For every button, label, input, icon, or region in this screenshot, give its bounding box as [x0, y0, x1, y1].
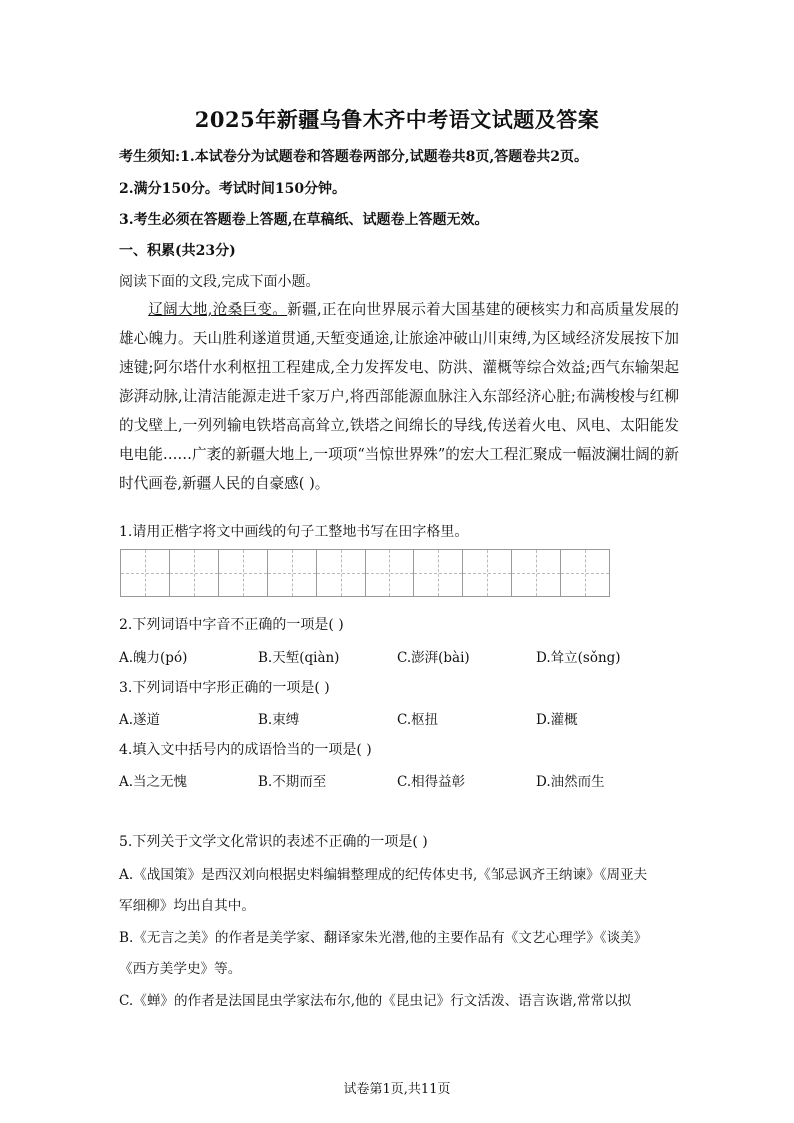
q3-option-c[interactable]: C.枢扭	[397, 712, 439, 728]
section-heading: 一、积累(共23分)	[119, 243, 236, 259]
grid-cell[interactable]	[170, 550, 219, 596]
grid-cell[interactable]	[219, 550, 268, 596]
grid-cell[interactable]	[512, 550, 561, 596]
reading-passage	[119, 295, 679, 498]
q3-option-a[interactable]: A.遂道	[119, 712, 161, 728]
q2-option-c[interactable]: C.澎湃(bài)	[397, 650, 470, 666]
question-5-stem: 5.下列关于文学文化常识的表述不正确的一项是( )	[119, 834, 428, 850]
notice-line-3: 3.考生必须在答题卷上答题,在草稿纸、试题卷上答题无效。	[119, 212, 489, 228]
q2-option-a[interactable]: A.魄力(pó)	[119, 650, 188, 666]
q4-option-b[interactable]: B.不期而至	[258, 774, 327, 790]
page-title: 2025年新疆乌鲁木齐中考语文试题及答案	[194, 107, 600, 132]
grid-cell[interactable]	[561, 550, 609, 596]
underlined-sentence: 辽阔大地,沧桑巨变。	[148, 301, 288, 318]
q3-option-b[interactable]: B.束缚	[258, 712, 300, 728]
grid-cell[interactable]	[268, 550, 317, 596]
q3-option-d[interactable]: D.灌概	[536, 712, 578, 728]
q4-option-c[interactable]: C.相得益彰	[397, 774, 466, 790]
q5-option-c-line-1[interactable]: C.《蝉》的作者是法国昆虫学家法布尔,他的《昆虫记》行文活泼、语言诙谐,常常以拟	[119, 993, 632, 1009]
q2-option-d[interactable]: D.耸立(sǒng)	[536, 650, 621, 666]
grid-cell[interactable]	[317, 550, 366, 596]
q4-option-a[interactable]: A.当之无愧	[119, 774, 188, 790]
grid-cell[interactable]	[463, 550, 512, 596]
q5-option-b-line-1[interactable]: B.《无言之美》的作者是美学家、翻译家朱光潜,他的主要作品有《文艺心理学》《谈美》	[119, 930, 648, 946]
notice-line-2: 2.满分150分。考试时间150分钟。	[119, 181, 347, 197]
notice-line-1: 考生须知:1.本试卷分为试题卷和答题卷两部分,试题卷共8页,答题卷共2页。	[119, 149, 589, 165]
passage-body: 新疆,正在向世界展示着大国基建的硬核实力和高质量发展的雄心魄力。天山胜利遂道贯通,天堑变通途,让旅途冲破山川束缚,为区域经济发展按下加速键;阿尔塔什水利枢扭工程建成,全力发挥发电、防洪、灌概等综合效益;西气东输架起澎湃动脉,让清洁能源走进千家万户,将西部能源血脉注入东部经济心脏;布满梭梭与红柳的戈壁上,一列列输电铁塔高高耸立,铁塔之间绵长的导线,传送着火电、风电、太阳能发电电能……广袤的新疆大地上,一项项“当惊世界殊”的宏大工程汇聚成一幅波澜壮阔的新时代画卷,新疆人民的自豪感( )。	[119, 301, 679, 492]
writing-grid[interactable]	[120, 549, 610, 597]
grid-cell[interactable]	[121, 550, 170, 596]
grid-cell[interactable]	[414, 550, 463, 596]
page-footer: 试卷第1页,共11页	[343, 1082, 451, 1097]
reading-instruction: 阅读下面的文段,完成下面小题。	[119, 274, 320, 290]
q5-option-b-line-2[interactable]: 《西方美学史》等。	[119, 961, 242, 977]
question-4-stem: 4.填入文中括号内的成语恰当的一项是( )	[119, 742, 372, 758]
question-2-stem: 2.下列词语中字音不正确的一项是( )	[119, 617, 344, 633]
q5-option-a-line-2[interactable]: 军细柳》均出自其中。	[119, 898, 255, 914]
grid-cell[interactable]	[366, 550, 415, 596]
q2-option-b[interactable]: B.天堑(qiàn)	[258, 650, 340, 666]
question-1: 1.请用正楷字将文中画线的句子工整地书写在田字格里。	[119, 524, 469, 540]
q5-option-a-line-1[interactable]: A.《战国策》是西汉刘向根据史料编辑整理成的纪传体史书,《邹忌讽齐王纳谏》《周亚夫	[119, 867, 648, 883]
question-3-stem: 3.下列词语中字形正确的一项是( )	[119, 680, 330, 696]
q4-option-d[interactable]: D.油然而生	[536, 774, 605, 790]
